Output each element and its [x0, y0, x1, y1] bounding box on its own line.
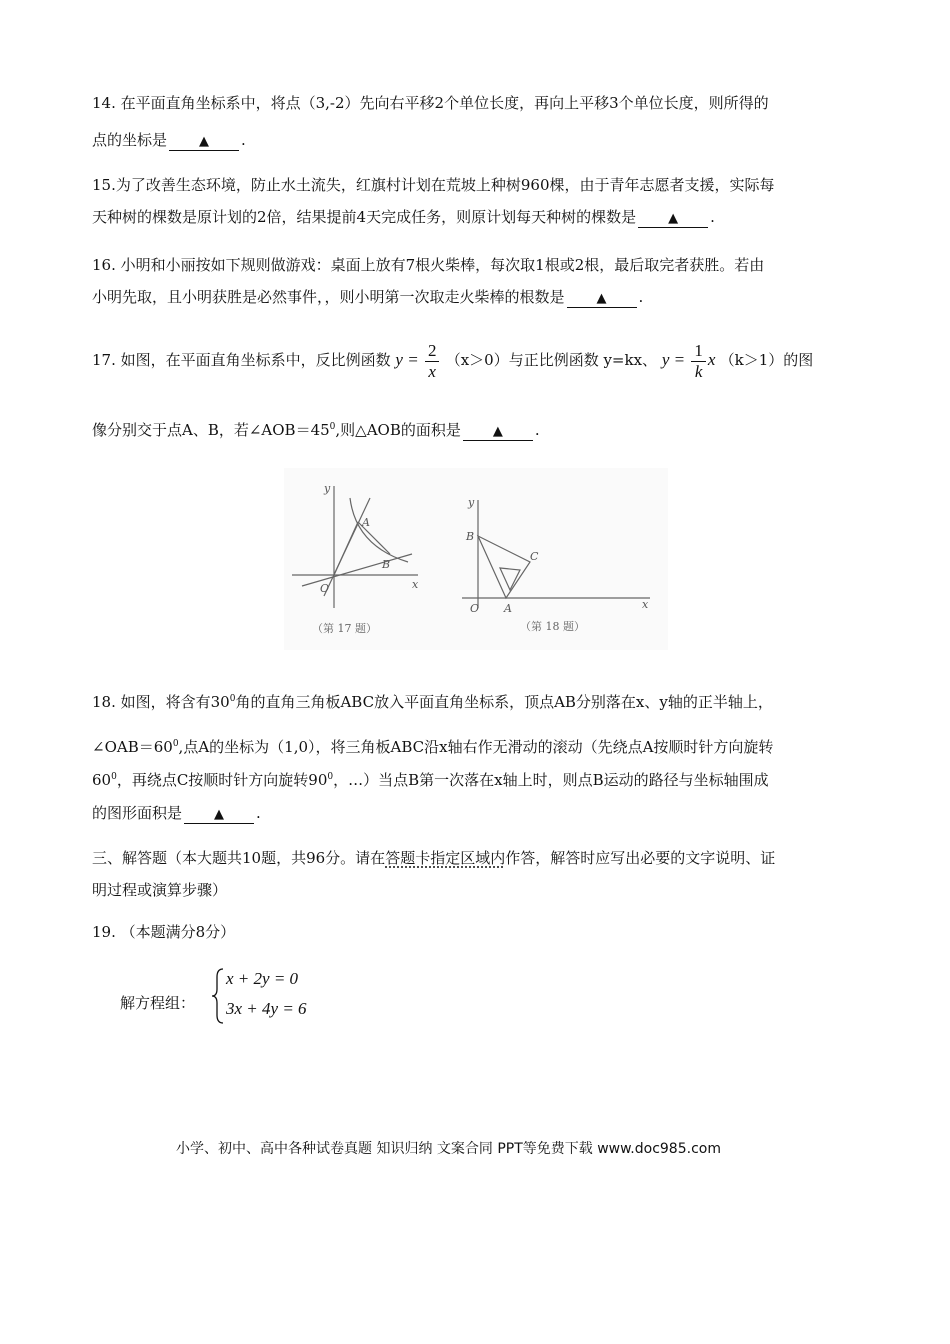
page-footer: 小学、初中、高中各种试卷真题 知识归纳 文案合同 PPT等免费下载 www.doc985.com [176, 1141, 721, 1157]
q16-text: 小明先取，且小明获胜是必然事件，，则小明第一次取走火柴棒的根数是 [92, 288, 565, 306]
numerator: 1 [691, 341, 706, 362]
equation-1: x + 2y = 0 [226, 969, 299, 988]
q18-line4 [92, 803, 261, 824]
q18-text2: 角的直角三角板ABC放入平面直角坐标系，顶点AB分别落在x、y轴的正半轴上， [235, 693, 773, 711]
section3-text: 三、解答题（本大题共10题，共96分。请在 [92, 849, 386, 867]
q18-text: ∠OAB＝60 [92, 738, 173, 756]
degree-sup: 0 [229, 694, 236, 704]
fig18-x-label: x [642, 598, 649, 611]
q18-line1 [92, 692, 773, 712]
degree-sup: 0 [329, 422, 336, 432]
figures-svg [284, 468, 668, 650]
brace-icon [210, 967, 226, 1025]
degree-sup: 0 [111, 772, 117, 782]
q18-text3: ，…）当点B第一次落在x轴上时，则点B运动的路径与坐标轴围成 [333, 771, 769, 789]
fig17-y-label: y [324, 482, 331, 495]
q17-line2 [92, 420, 540, 441]
fig18-point-a: A [504, 602, 512, 615]
q17-line1 [92, 340, 813, 382]
fig18-origin-label: O [470, 602, 480, 615]
q17-condition1: （x＞0）与正比例函数 y=kx、 [445, 351, 658, 369]
proportional-function-formula [661, 340, 720, 381]
fig17-point-b: B [382, 558, 391, 571]
q18-text: 60 [92, 771, 112, 789]
triangle-mark: ▲ [492, 424, 503, 439]
formula-lhs: y = [395, 350, 419, 369]
q16-line1: 16. 小明和小丽按如下规则做游戏：桌面上放有7根火柴棒，每次取1根或2根，最后取完者获胜。若由 [92, 256, 765, 274]
q17-text2: ,则△AOB的面积是 [335, 421, 461, 439]
formula-variable: x [707, 350, 716, 369]
denominator: k [694, 361, 703, 381]
period: . [241, 131, 246, 149]
degree-sup: 0 [172, 739, 179, 749]
section3-line1 [92, 848, 775, 868]
q14-text: 点的坐标是 [92, 131, 168, 149]
degree-sup: 0 [327, 772, 334, 782]
inverse-function-formula [395, 340, 445, 381]
fig18-point-c: C [530, 550, 539, 563]
q17-condition2: （k＞1）的图 [719, 351, 814, 369]
answer-blank [567, 289, 637, 308]
triangle-mark: ▲ [596, 291, 607, 306]
q18-line3 [92, 770, 769, 790]
figures-panel [284, 468, 668, 650]
fig18-caption: （第 18 题） [520, 620, 585, 633]
q16-line2 [92, 287, 643, 308]
triangle-mark: ▲ [199, 134, 210, 149]
q18-text: 的图形面积是 [92, 804, 183, 822]
period: . [638, 288, 644, 306]
formula-lhs: y = [661, 350, 686, 369]
q18-line2 [92, 737, 773, 757]
q14-line2 [92, 130, 246, 151]
fig18-y-label: y [468, 496, 475, 509]
q18-text2: ,点A的坐标为（1,0），将三角板ABC沿x轴右作无滑动的滚动（先绕点A按顺时针方向旋转 [178, 738, 774, 756]
denominator: x [428, 361, 436, 381]
answer-blank [169, 132, 239, 151]
period: . [534, 421, 540, 439]
q18-text2: ，再绕点C按顺时针方向旋转90 [116, 771, 328, 789]
q17-prefix: 17. 如图，在平面直角坐标系中，反比例函数 [92, 351, 391, 369]
q15-line2 [92, 207, 715, 228]
q14-line1: 14. 在平面直角坐标系中，将点（3,-2）先向右平移2个单位长度，再向上平移3个单位长度，则所得的 [92, 94, 769, 112]
fraction [425, 341, 440, 382]
q15-line1: 15.为了改善生态环境，防止水土流失，红旗村计划在荒坡上种树960棵，由于青年志愿者支援，实际每 [92, 176, 775, 194]
q17-text: 像分别交于点A、B，若∠AOB＝45 [92, 421, 330, 439]
section3-emphasis: 答题卡指定区域内 [385, 849, 506, 867]
triangle-mark: ▲ [668, 211, 679, 226]
q19-label: 解方程组： [120, 994, 196, 1012]
period: . [256, 804, 261, 822]
fig17-origin-label: O [320, 582, 330, 595]
answer-blank [638, 209, 708, 228]
section3-text2: 作答，解答时应写出必要的文字说明、证 [505, 849, 776, 867]
fig17-x-label: x [412, 578, 419, 591]
q18-text: 18. 如图，将含有30 [92, 693, 230, 711]
numerator: 2 [425, 341, 440, 362]
section3-line2: 明过程或演算步骤） [92, 881, 228, 899]
triangle-mark: ▲ [214, 807, 225, 822]
fig17-point-a: A [362, 516, 370, 529]
q19-header: 19. （本题满分8分） [92, 923, 236, 941]
equation-2: 3x + 4y = 6 [226, 999, 307, 1018]
fraction [691, 341, 706, 382]
period: . [710, 208, 715, 226]
fig18-point-b: B [466, 530, 475, 543]
answer-blank [184, 805, 254, 824]
answer-blank [463, 422, 533, 441]
q15-text: 天种树的棵数是原计划的2倍，结果提前4天完成任务，则原计划每天种树的棵数是 [92, 208, 637, 226]
fig17-caption: （第 17 题） [312, 622, 377, 635]
